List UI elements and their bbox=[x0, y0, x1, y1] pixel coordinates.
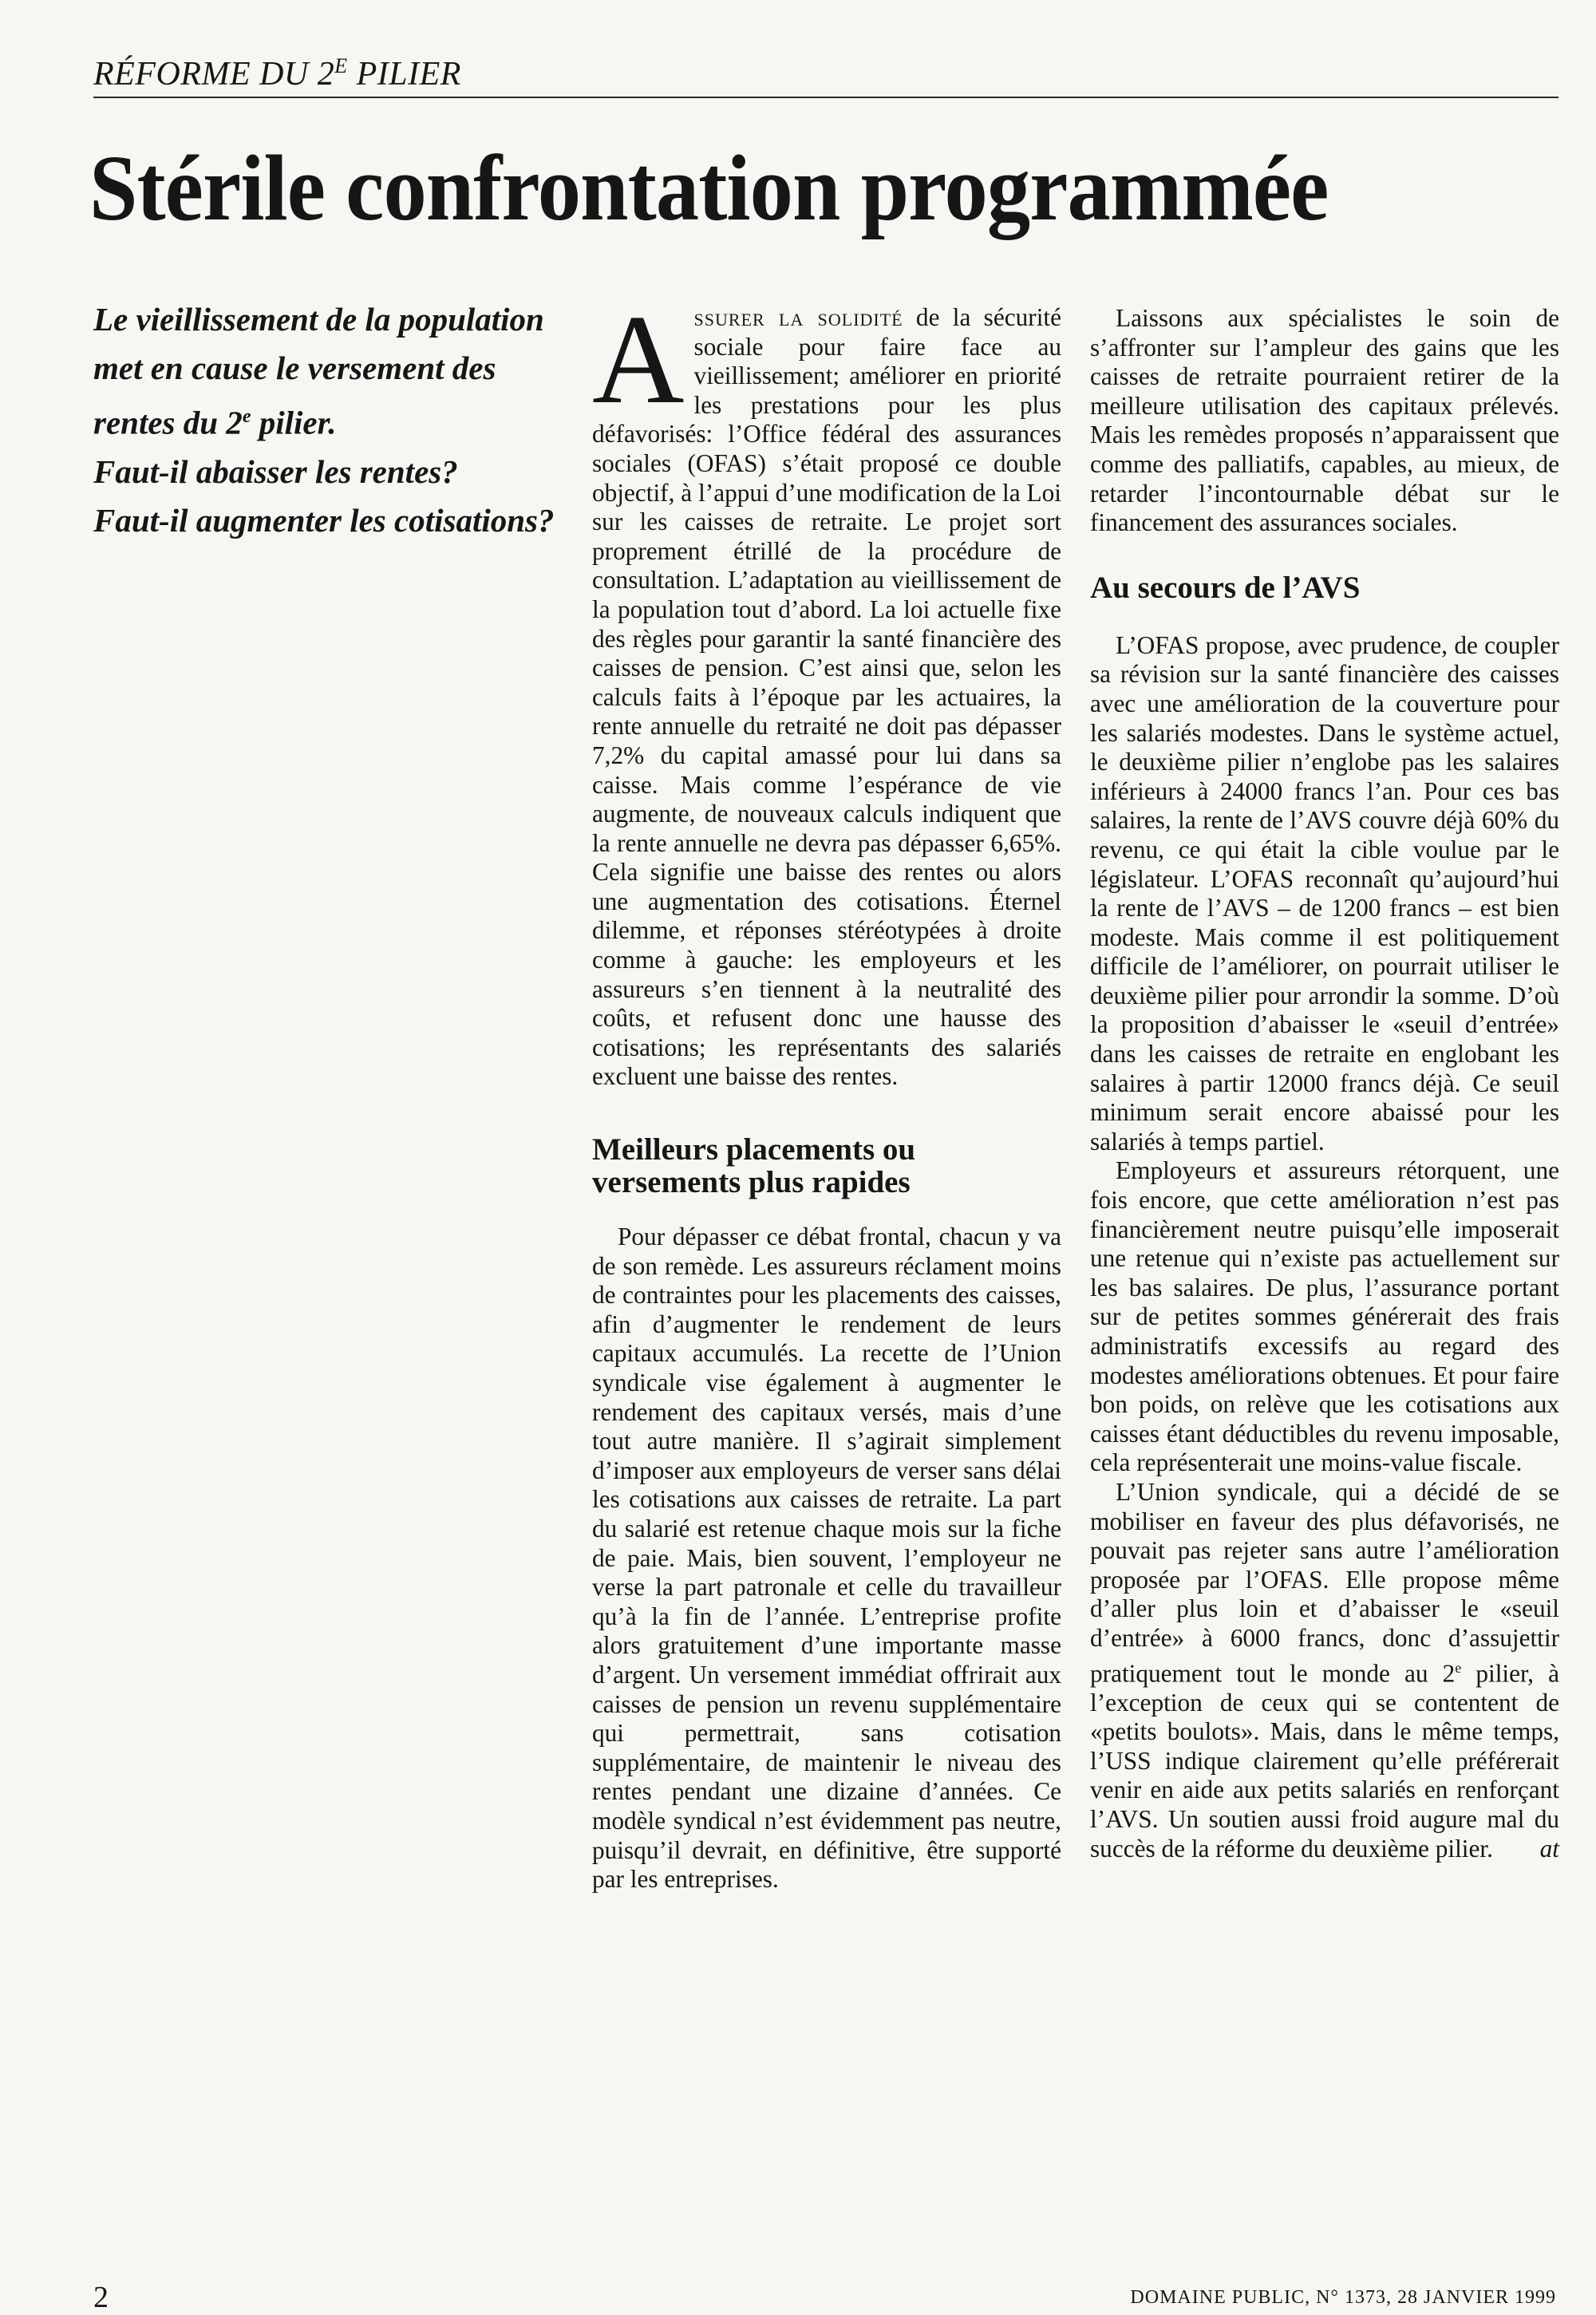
page-number: 2 bbox=[93, 2281, 109, 2314]
article-column-2 bbox=[1090, 304, 1559, 1863]
lede-line-1: Le vieillissement de la population met en cause le versement des rentes du 2e pilier. bbox=[93, 301, 544, 441]
lede bbox=[93, 295, 556, 545]
paragraph: L’Union syndicale, qui a décidé de se mobiliser en faveur des plus défavorisés, ne pouvait pas rejeter sans autre l’amélioration proposée par l’OFAS. Elle propose même d’aller plus loin et d’abaisser le «seuil d’entrée» à 6000 francs, donc d’assujettir pratiquement tout le monde au 2e pilier, à l’exception de ceux qui se contentent de «petits boulots». Mais, dans le même temps, l’USS indique clairement qu’elle préférerait venir en aide aux petits salariés en renforçant l’AVS. Un soutien aussi froid augure mal du succès de la réforme du deuxième pilier. at bbox=[1090, 1477, 1559, 1863]
subhead: Meilleurs placements ou versements plus rapides bbox=[592, 1132, 916, 1200]
lede-line-3: Faut-il augmenter les cotisations? bbox=[93, 501, 555, 539]
author-signature: at bbox=[1539, 1834, 1559, 1863]
paragraph: L’OFAS propose, avec prudence, de coupler sa révision sur la santé financière des caisses avec une amélioration de la couverture pour les salariés modestes. Dans le système actuel, le deuxième pilier n’englobe pas les salaires inférieurs à 24000 francs l’an. Pour ces bas salaires, la rente de l’AVS couvre déjà 60% du revenu, ce qui était la cible voulue par le législateur. L’OFAS reconnaît qu’aujourd’hui la rente de l’AVS – de 1200 francs – est bien modeste. Mais comme il est politiquement difficile de l’améliorer, on pourrait utiliser le deuxième pilier pour arrondir la somme. D’où la proposition d’abaisser le «seuil d’entrée» dans les caisses de retraite en englobant les salaires à partir 12000 francs déjà. Ce seuil minimum serait encore abaissé pour les salariés à temps partiel. bbox=[1090, 630, 1559, 1156]
paragraph: Employeurs et assureurs rétorquent, une fois encore, que cette amélioration n’est pas financièrement neutre puisqu’elle imposerait une retenue qui n’existe pas actuellement sur les bas salaires. De plus, l’assurance portant sur de petites sommes générerait des frais administratifs excessifs au regard des modestes améliorations obtenues. Et pour faire bon poids, on relève que les cotisations aux caisses étant déductibles du revenu imposable, cela représenterait une moins-value fiscale. bbox=[1090, 1156, 1559, 1477]
article-column-1 bbox=[592, 288, 1061, 1894]
lead-in: ssurer la solidité bbox=[693, 303, 903, 331]
drop-cap: A bbox=[592, 288, 685, 430]
section-rubric: RÉFORME DU $2^E$ PILIER bbox=[93, 54, 461, 93]
paragraph: Pour dépasser ce débat frontal, chacun y va de son remède. Les assureurs réclament moins de contraintes pour les placements des caisses, afin d’augmenter le rendement de leurs capitaux accumulés. La recette de l’Union syndicale vise également à augmenter le rendement des capitaux versés, mais d’une tout autre manière. Il s’agirait simplement d’imposer aux employeurs de verser sans délai les cotisations aux caisses de retraite. La part du salarié est retenue chaque mois sur la fiche de paie. Mais, bien souvent, l’employeur ne verse la part patronale et celle du travailleur qu’à la fin de l’année. L’entreprise profite alors gratuitement d’une importante masse d’argent. Un versement immédiat offrirait aux caisses de pension un revenu supplémentaire qui permettrait, sans cotisation supplémentaire, de maintenir le niveau des rentes pendant une dizaine d’années. Ce modèle syndical n’est évidemment pas neutre, puisqu’il devrait, en définitive, être supporté par les entreprises. bbox=[592, 1223, 1061, 1894]
paragraph: Laissons aux spécialistes le soin de s’affronter sur l’ampleur des gains que les caisses de retraite pourraient retirer de la meilleure utilisation des capitaux prélevés. Mais les remèdes proposés n’apparaissent que comme des palliatifs, capables, au mieux, de retarder l’incontournable débat sur le financement des assurances sociales. bbox=[1090, 304, 1559, 537]
paragraph: Assurer la solidité de la sécurité sociale pour faire face au vieillissement; améliorer en priorité les prestations pour les plus défavorisés: l’Office fédéral des assurances sociales (OFAS) s’était proposé ce double objectif, à l’appui d’une modification de la Loi sur les caisses de retraite. Le projet sort proprement étrillé de la procédure de consultation. L’adaptation au vieillissement de la population tout d’abord. La loi actuelle fixe des règles pour garantir la santé financière des caisses de pension. C’est ainsi que, selon les calculs faits à l’époque par les actuaires, la rente annuelle du retraité ne doit pas dépasser 7,2% du capital amassé pour lui dans sa caisse. Mais comme l’espérance de vie augmente, de nouveaux calculs indiquent que la rente annuelle ne devra pas dépasser 6,65%. Cela signifie une baisse des rentes ou alors une augmentation des cotisations. Éternel dilemme, et réponses stéréotypées à droite comme à gauche: les employeurs et les assureurs s’en tiennent à la neutralité des coûts, et refusent donc une hausse des cotisations; les représentants des salariés excluent une baisse des rentes. bbox=[592, 288, 1061, 1091]
lede-line-2: Faut-il abaisser les rentes? bbox=[93, 452, 458, 490]
header-rule bbox=[93, 97, 1558, 98]
subhead: Au secours de l’AVS bbox=[1090, 570, 1361, 605]
headline: Stérile confrontation programmée bbox=[89, 136, 1329, 240]
publication-footer: DOMAINE PUBLIC, N° 1373, 28 JANVIER 1999 bbox=[1130, 2287, 1556, 2308]
